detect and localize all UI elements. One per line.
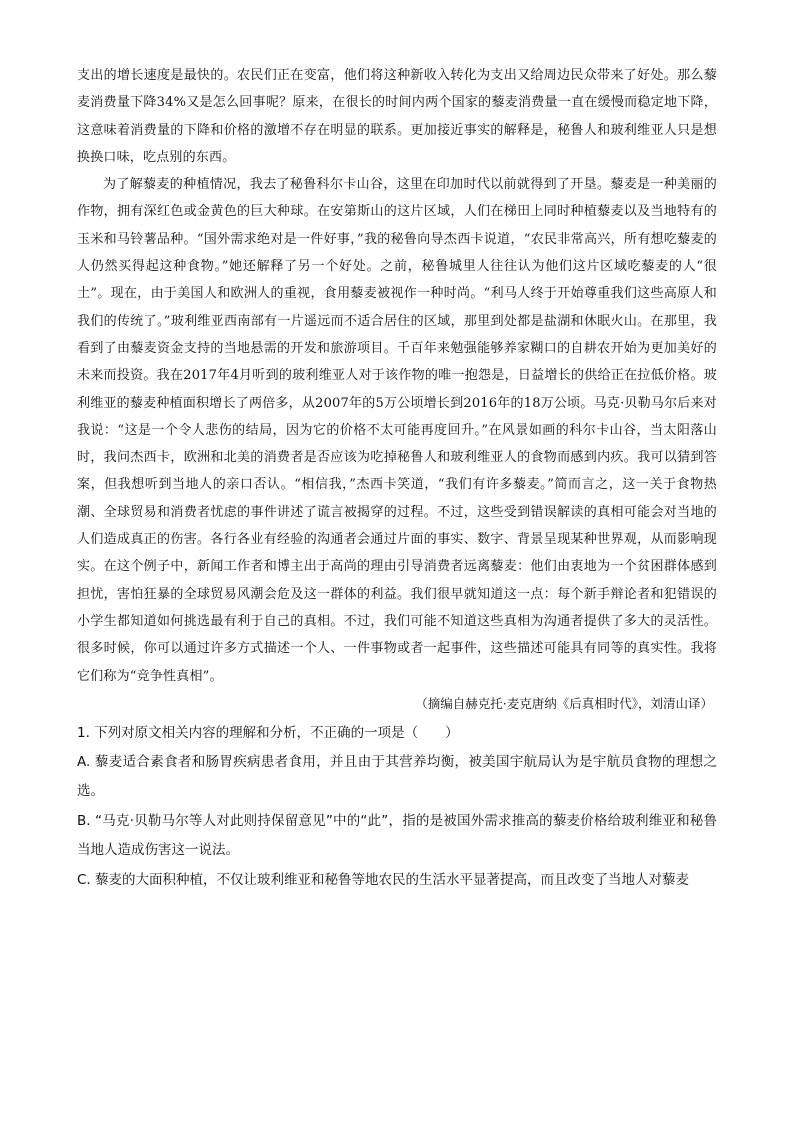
option-c: C. 藜麦的大面积种植，不仅让玻利维亚和秘鲁等地农民的生活水平显著提高，而且改变了当地人对藜麦 — [77, 872, 690, 889]
article-paragraph-1: 支出的增长速度是最快的。农民们正在变富，他们将这种新收入转化为支出又给周边民众带来了好处。那么藜麦消费量下降34%又是怎么回事呢？原来，在很长的时间内两个国家的藜麦消费量一直在缓慢而稳定地下降，这意味着消费量的下降和价格的激增不存在明显的联系。更加接近事实的解释是，秘鲁人和玻利维亚人只是想换换口味，吃点别的东西。 — [77, 68, 717, 165]
document-page — [77, 62, 717, 897]
question-block — [77, 719, 717, 895]
question-stem: 1. 下列对原文相关内容的理解和分析，不正确的一项是（ ） — [77, 724, 459, 741]
option-a: A. 藜麦适合素食者和肠胃疾病患者食用，并且由于其营养均衡，被美国宇航局认为是宇航员食物的理想之选。 — [77, 754, 717, 799]
option-b: B. “马克·贝勒马尔等人对此则持保留意见”中的“此”，指的是被国外需求推高的藜麦价格给玻利维亚和秘鲁当地人造成伤害这一说法。 — [77, 813, 717, 858]
article-source: （摘编自赫克托·麦克唐纳《后真相时代》，刘清山译） — [415, 695, 713, 711]
article-body — [77, 62, 717, 690]
article-paragraph-2: 为了解藜麦的种植情况，我去了秘鲁科尔卡山谷，这里在印加时代以前就得到了开垦。藜麦是一种美丽的作物，拥有深红色或金黄色的巨大种球。在安第斯山的这片区域，人们在梯田上同时种植藜麦以及当地特有的玉米和马铃薯品种。“国外需求绝对是一件好事，”我的秘鲁向导杰西卡说道，“农民非常高兴，所有想吃藜麦的人仍然买得起这种食物。”她还解释了另一个好处。之前，秘鲁城里人往往认为他们这片区域吃藜麦的人“很土”。现在，由于美国人和欧洲人的重视，食用藜麦被视作一种时尚。“利马人终于开始尊重我们这些高原人和我们的传统了。”玻利维亚西南部有一片遥远而不适合居住的区域，那里到处都是盐湖和休眠火山。在那里，我看到了由藜麦资金支持的当地悬需的开发和旅游项目。千百年来勉强能够养家糊口的自耕农开始为更加美好的未来而投资。我在2017年4月听到的玻利维亚人对于该作物的唯一抱怨是，日益增长的供给正在拉低价格。玻利维亚的藜麦种植面积增长了两倍多，从2007年的5万公顷增长到2016年的18万公顷。马克·贝勒马尔后来对我说：“这是一个令人悲伤的结局，因为它的价格不太可能再度回升。”在风景如画的科尔卡山谷，当太阳落山时，我问杰西卡，欧洲和北美的消费者是否应该为吃掉秘鲁人和玻利维亚人的食物而感到内疚。我可以猜到答案，但我想听到当地人的亲口否认。“相信我，”杰西卡笑道，“我们有许多藜麦。”简而言之，这一关于食物热潮、全球贸易和消费者忧虑的事件讲述了谎言被揭穿的过程。不过，这些受到错误解读的真相可能会对当地的人们造成真正的伤害。各行各业有经验的沟通者会通过片面的事实、数字、背景呈现某种世界观，从而影响现实。在这个例子中，新闻工作者和博主出于高尚的理由引导消费者远离藜麦：他们由衷地为一个贫困群体感到担忧，害怕狂暴的全球贸易风潮会危及这一群体的利益。我们很早就知道这一点：每个新手辩论者和犯错误的小学生都知道如何挑选最有利于自己的真相。不过，我们可能不知道这些真相为沟通者提供了多大的灵活性。很多时候，你可以通过许多方式描述一个人、一件事物或者一起事件，这些描述可能具有同等的真实性。我将它们称为“竞争性真相”。 — [77, 177, 717, 684]
